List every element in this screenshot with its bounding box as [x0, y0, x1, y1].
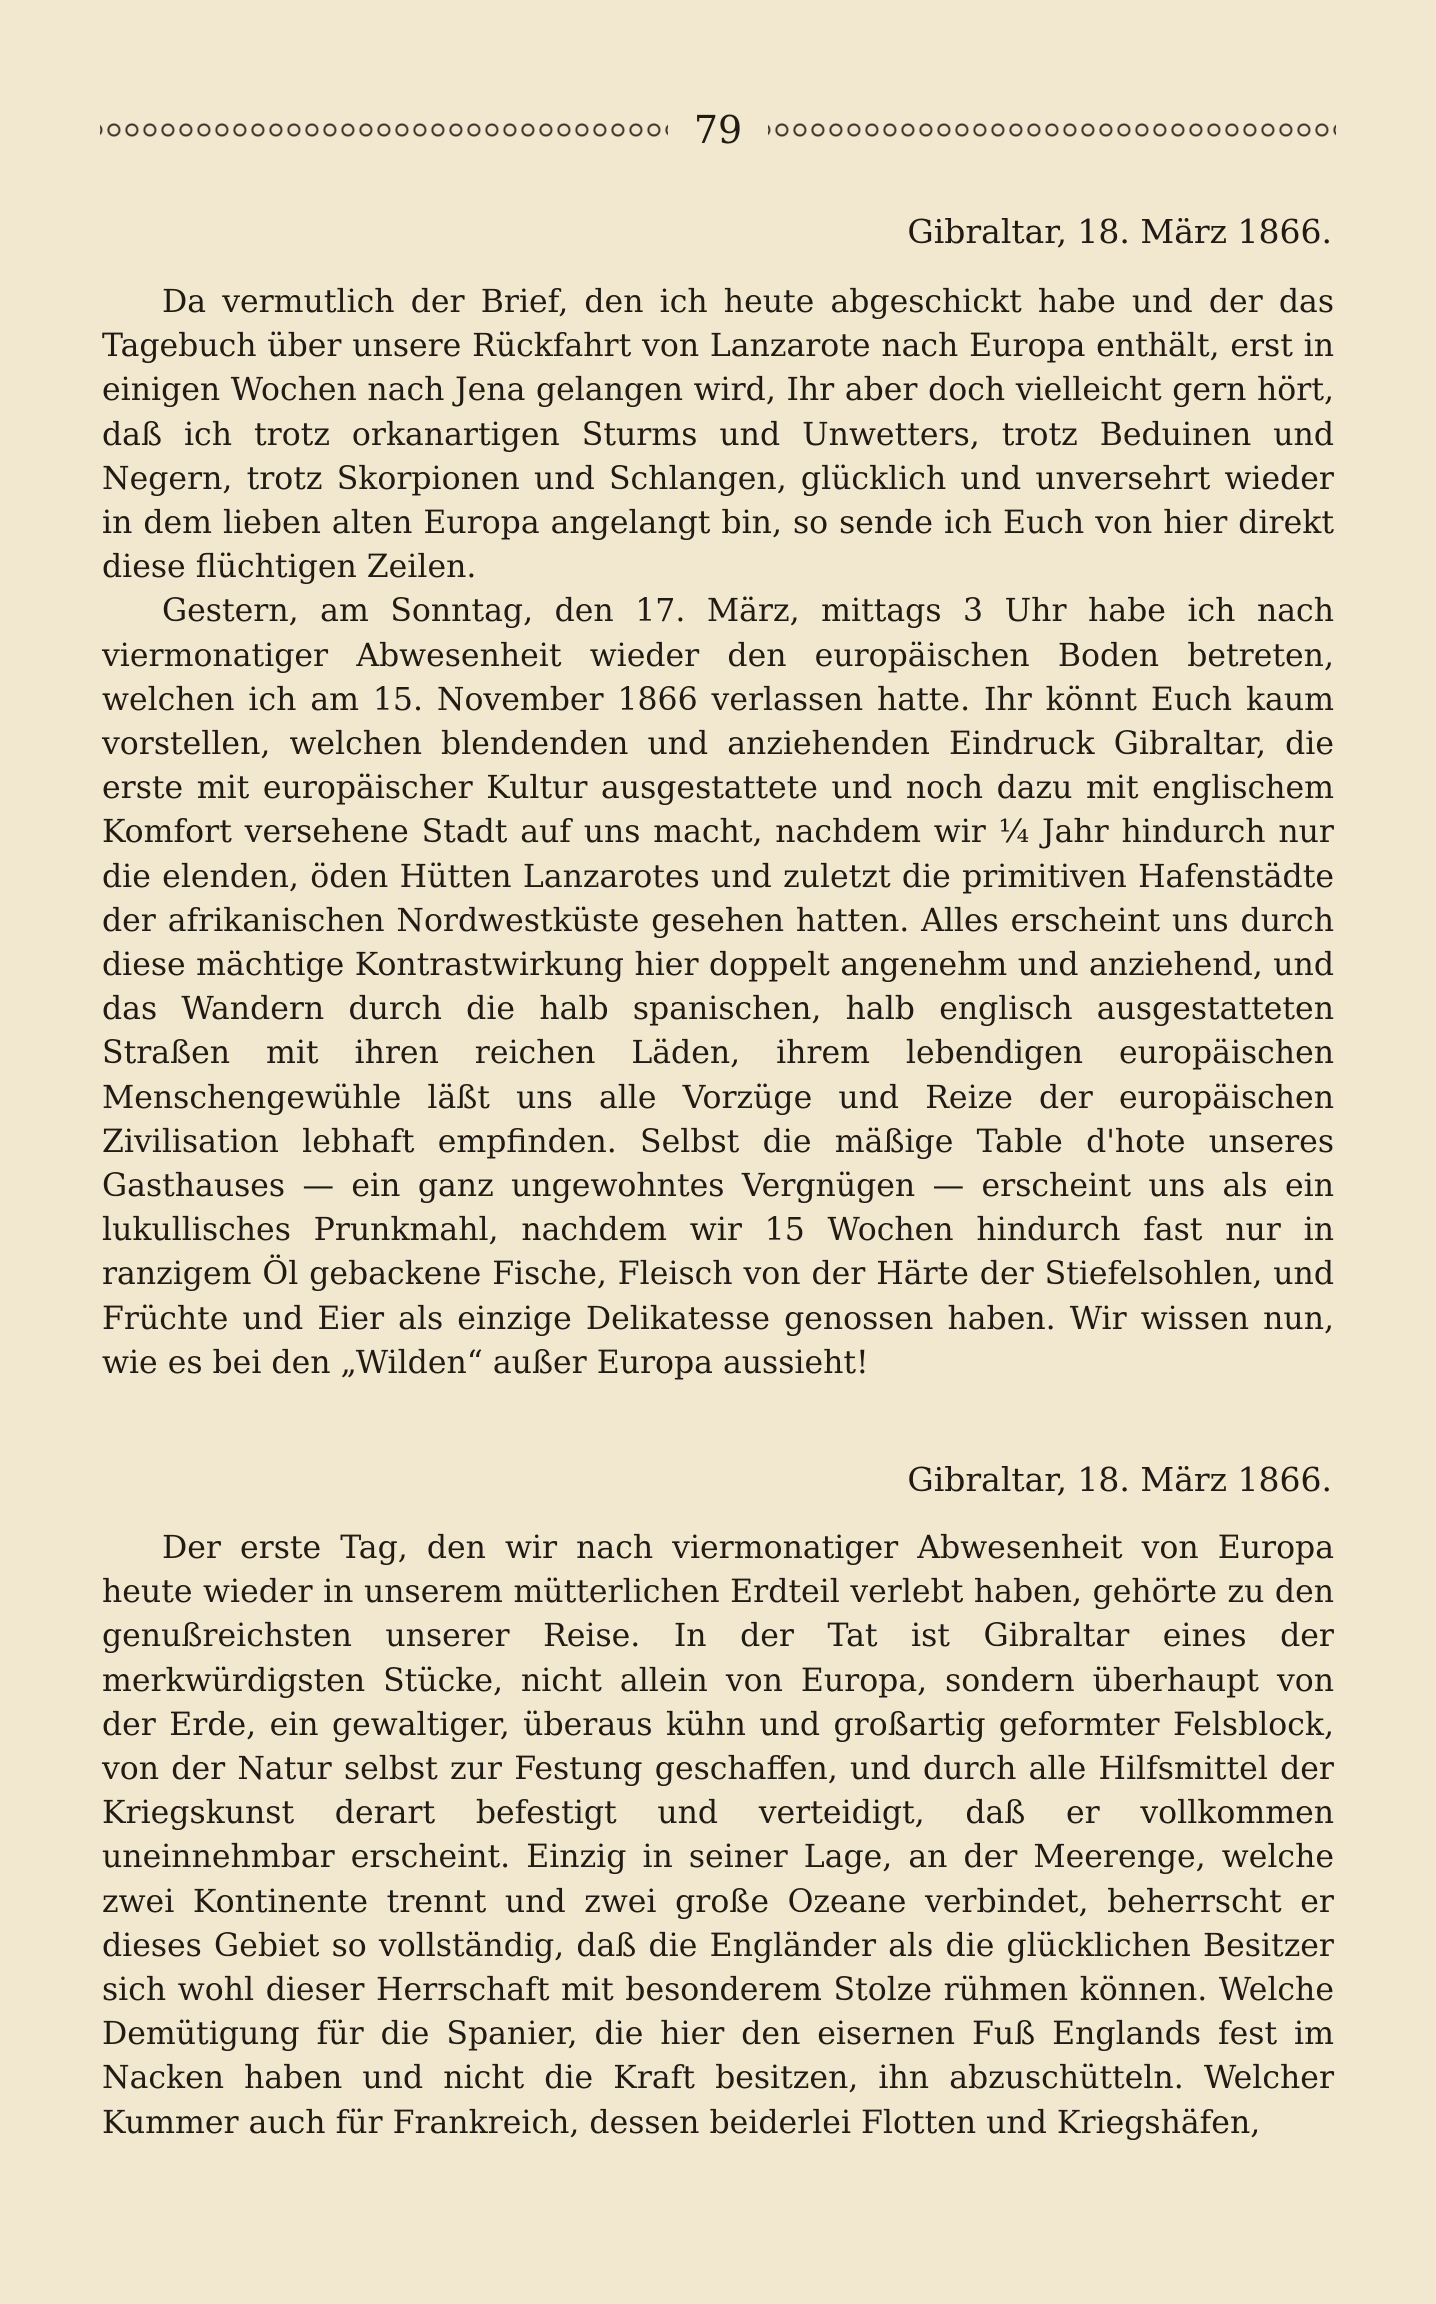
dateline-second: Gibraltar, 18. März 1866.	[907, 1460, 1332, 1499]
paragraph: Da vermutlich der Brief, den ich heute abgeschickt habe und der das Tagebuch über unsere Rückfahrt von Lanzarote nach Europa enthält, erst in einigen Wochen nach Jena gelangen wird, Ihr aber doch vielleicht gern hört, daß ich trotz orkanartigen Sturms und Unwetters, trotz Beduinen und Negern, trotz Skorpionen und Schlangen, glücklich und unversehrt wieder in dem lieben alten Europa angelangt bin, so sende ich Euch von hier direkt diese flüchtigen Zeilen.	[102, 284, 1334, 586]
page-number: 79	[693, 108, 743, 152]
paragraph: Gestern, am Sonntag, den 17. März, mittags 3 Uhr habe ich nach viermonatiger Abwesenheit wieder den europäischen Boden betreten, welchen ich am 15. November 1866 verlassen hatte. Ihr könnt Euch kaum vorstellen, welchen blendenden und anziehenden Eindruck Gibraltar, die erste mit europäischer Kultur ausgestattete und noch dazu mit englischem Komfort versehene Stadt auf uns macht, nachdem wir ¼ Jahr hindurch nur die elenden, öden Hütten Lanzarotes und zuletzt die primitiven Hafenstädte der afrikanischen Nordwestküste gesehen hatten. Alles erscheint uns durch diese mächtige Kontrastwirkung hier doppelt angenehm und anziehend, und das Wandern durch die halb spanischen, halb englisch ausgestatteten Straßen mit ihren reichen Läden, ihrem lebendigen europäischen Menschengewühle läßt uns alle Vorzüge und Reize der europäischen Zivilisation lebhaft empfinden. Selbst die mäßige Table d'hote unseres Gasthauses — ein ganz ungewohntes Vergnügen — erscheint uns als ein lukullisches Prunkmahl, nachdem wir 15 Wochen hindurch fast nur in ranzigem Öl gebackene Fische, Fleisch von der Härte der Stiefelsohlen, und Früchte und Eier als einzige Delikatesse genossen haben. Wir wissen nun, wie es bei den „Wilden“ außer Europa aussieht!	[102, 593, 1334, 1381]
page-header	[100, 108, 1336, 152]
letter-first	[102, 280, 1334, 1385]
letter-second	[102, 1526, 1334, 2145]
ornament-band-right	[768, 120, 1336, 140]
dateline-first: Gibraltar, 18. März 1866.	[907, 212, 1332, 251]
ornament-band-left	[100, 120, 668, 140]
paragraph: Der erste Tag, den wir nach viermonatiger Abwesenheit von Europa heute wieder in unserem mütterlichen Erdteil verlebt haben, gehörte zu den genußreichsten unserer Reise. In der Tat ist Gibraltar eines der merkwürdigsten Stücke, nicht allein von Europa, sondern überhaupt von der Erde, ein gewaltiger, überaus kühn und großartig geformter Felsblock, von der Natur selbst zur Festung geschaffen, und durch alle Hilfsmittel der Kriegskunst derart befestigt und verteidigt, daß er vollkommen uneinnehmbar erscheint. Einzig in seiner Lage, an der Meerenge, welche zwei Kontinente trennt und zwei große Ozeane verbindet, beherrscht er dieses Gebiet so vollständig, daß die Engländer als die glücklichen Besitzer sich wohl dieser Herrschaft mit besonderem Stolze rühmen können. Welche Demütigung für die Spanier, die hier den eisernen Fuß Englands fest im Nacken haben und nicht die Kraft besitzen, ihn abzuschütteln. Welcher Kummer auch für Frankreich, dessen beiderlei Flotten und Kriegshäfen,	[102, 1530, 1334, 2141]
